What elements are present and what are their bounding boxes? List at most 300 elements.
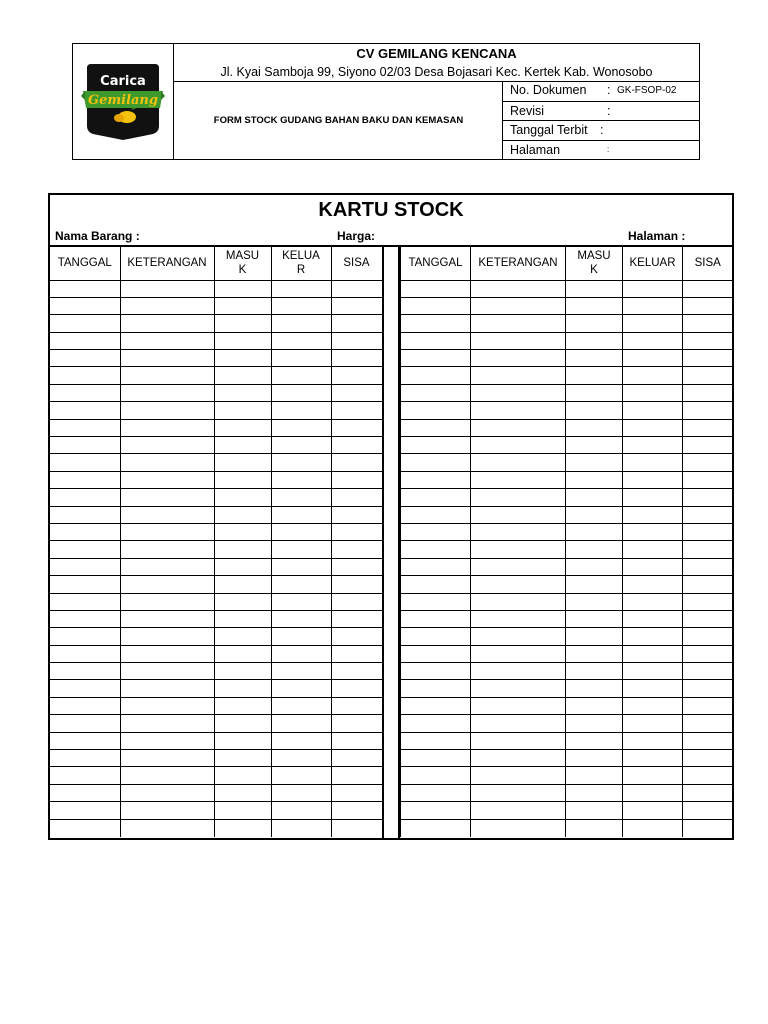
table-cell[interactable] (214, 419, 271, 436)
table-cell[interactable] (50, 750, 120, 767)
table-cell[interactable] (623, 680, 683, 697)
table-cell[interactable] (331, 784, 382, 801)
table-cell[interactable] (471, 802, 566, 819)
table-cell[interactable] (120, 697, 214, 714)
table-cell[interactable] (623, 628, 683, 645)
table-cell[interactable] (683, 628, 733, 645)
table-cell[interactable] (214, 663, 271, 680)
table-cell[interactable] (271, 628, 331, 645)
table-cell[interactable] (120, 784, 214, 801)
table-cell[interactable] (331, 315, 382, 332)
table-cell[interactable] (623, 523, 683, 540)
table-cell[interactable] (471, 784, 566, 801)
table-cell[interactable] (214, 384, 271, 401)
table-cell[interactable] (566, 610, 623, 627)
table-cell[interactable] (50, 402, 120, 419)
table-cell[interactable] (331, 297, 382, 314)
table-cell[interactable] (401, 454, 471, 471)
table-cell[interactable] (683, 558, 733, 575)
table-cell[interactable] (683, 750, 733, 767)
table-cell[interactable] (120, 767, 214, 784)
table-cell[interactable] (401, 715, 471, 732)
table-cell[interactable] (683, 367, 733, 384)
table-cell[interactable] (331, 332, 382, 349)
table-cell[interactable] (271, 297, 331, 314)
table-cell[interactable] (331, 384, 382, 401)
table-cell[interactable] (401, 419, 471, 436)
table-cell[interactable] (120, 558, 214, 575)
table-cell[interactable] (271, 437, 331, 454)
table-cell[interactable] (50, 593, 120, 610)
table-cell[interactable] (471, 576, 566, 593)
table-cell[interactable] (566, 419, 623, 436)
table-cell[interactable] (120, 523, 214, 540)
table-cell[interactable] (120, 645, 214, 662)
table-cell[interactable] (331, 541, 382, 558)
table-cell[interactable] (271, 663, 331, 680)
table-cell[interactable] (214, 489, 271, 506)
table-cell[interactable] (331, 628, 382, 645)
table-cell[interactable] (120, 802, 214, 819)
table-cell[interactable] (401, 280, 471, 297)
table-cell[interactable] (683, 384, 733, 401)
table-cell[interactable] (331, 802, 382, 819)
table-cell[interactable] (331, 489, 382, 506)
table-cell[interactable] (623, 732, 683, 749)
table-cell[interactable] (401, 384, 471, 401)
table-cell[interactable] (331, 732, 382, 749)
table-cell[interactable] (50, 350, 120, 367)
table-cell[interactable] (566, 297, 623, 314)
table-cell[interactable] (50, 558, 120, 575)
table-cell[interactable] (50, 767, 120, 784)
table-cell[interactable] (623, 645, 683, 662)
table-cell[interactable] (214, 767, 271, 784)
table-cell[interactable] (401, 784, 471, 801)
table-cell[interactable] (623, 802, 683, 819)
table-cell[interactable] (471, 367, 566, 384)
table-cell[interactable] (50, 523, 120, 540)
table-cell[interactable] (623, 558, 683, 575)
table-cell[interactable] (623, 350, 683, 367)
table-cell[interactable] (271, 471, 331, 488)
table-cell[interactable] (50, 732, 120, 749)
table-cell[interactable] (471, 454, 566, 471)
table-cell[interactable] (683, 471, 733, 488)
table-cell[interactable] (471, 558, 566, 575)
table-cell[interactable] (566, 523, 623, 540)
table-cell[interactable] (120, 297, 214, 314)
table-cell[interactable] (566, 680, 623, 697)
table-cell[interactable] (683, 523, 733, 540)
table-cell[interactable] (566, 541, 623, 558)
table-cell[interactable] (683, 697, 733, 714)
table-cell[interactable] (401, 402, 471, 419)
table-cell[interactable] (471, 610, 566, 627)
table-cell[interactable] (401, 437, 471, 454)
table-cell[interactable] (50, 663, 120, 680)
table-cell[interactable] (401, 558, 471, 575)
table-cell[interactable] (331, 558, 382, 575)
table-cell[interactable] (471, 280, 566, 297)
table-cell[interactable] (683, 680, 733, 697)
table-cell[interactable] (623, 541, 683, 558)
table-cell[interactable] (331, 593, 382, 610)
table-cell[interactable] (471, 332, 566, 349)
table-cell[interactable] (566, 367, 623, 384)
table-cell[interactable] (401, 628, 471, 645)
table-cell[interactable] (271, 332, 331, 349)
table-cell[interactable] (120, 628, 214, 645)
table-cell[interactable] (401, 541, 471, 558)
table-cell[interactable] (401, 350, 471, 367)
table-cell[interactable] (683, 732, 733, 749)
table-cell[interactable] (214, 506, 271, 523)
table-cell[interactable] (623, 610, 683, 627)
table-cell[interactable] (471, 315, 566, 332)
table-cell[interactable] (271, 350, 331, 367)
table-cell[interactable] (271, 280, 331, 297)
table-cell[interactable] (401, 315, 471, 332)
table-cell[interactable] (214, 576, 271, 593)
table-cell[interactable] (50, 454, 120, 471)
table-cell[interactable] (271, 680, 331, 697)
table-cell[interactable] (566, 819, 623, 836)
table-cell[interactable] (471, 663, 566, 680)
table-cell[interactable] (331, 645, 382, 662)
table-cell[interactable] (401, 697, 471, 714)
table-cell[interactable] (120, 454, 214, 471)
table-cell[interactable] (50, 680, 120, 697)
table-cell[interactable] (566, 315, 623, 332)
table-cell[interactable] (50, 802, 120, 819)
table-cell[interactable] (683, 802, 733, 819)
table-cell[interactable] (214, 819, 271, 836)
table-cell[interactable] (271, 454, 331, 471)
table-cell[interactable] (271, 506, 331, 523)
table-cell[interactable] (471, 471, 566, 488)
table-cell[interactable] (566, 767, 623, 784)
table-cell[interactable] (120, 576, 214, 593)
table-cell[interactable] (471, 402, 566, 419)
table-cell[interactable] (566, 715, 623, 732)
table-cell[interactable] (683, 350, 733, 367)
table-cell[interactable] (50, 297, 120, 314)
table-cell[interactable] (566, 471, 623, 488)
table-cell[interactable] (50, 437, 120, 454)
table-cell[interactable] (401, 767, 471, 784)
table-cell[interactable] (566, 732, 623, 749)
table-cell[interactable] (331, 367, 382, 384)
table-cell[interactable] (401, 506, 471, 523)
table-cell[interactable] (214, 280, 271, 297)
table-cell[interactable] (214, 610, 271, 627)
table-cell[interactable] (271, 489, 331, 506)
table-cell[interactable] (331, 280, 382, 297)
table-cell[interactable] (271, 767, 331, 784)
table-cell[interactable] (401, 732, 471, 749)
table-cell[interactable] (566, 576, 623, 593)
table-cell[interactable] (120, 315, 214, 332)
table-cell[interactable] (50, 280, 120, 297)
table-cell[interactable] (401, 802, 471, 819)
table-cell[interactable] (683, 315, 733, 332)
table-cell[interactable] (683, 541, 733, 558)
table-cell[interactable] (331, 506, 382, 523)
table-cell[interactable] (471, 645, 566, 662)
table-cell[interactable] (214, 802, 271, 819)
table-cell[interactable] (50, 315, 120, 332)
table-cell[interactable] (214, 332, 271, 349)
table-cell[interactable] (566, 558, 623, 575)
table-cell[interactable] (623, 280, 683, 297)
table-cell[interactable] (271, 523, 331, 540)
table-cell[interactable] (623, 367, 683, 384)
table-cell[interactable] (566, 332, 623, 349)
table-cell[interactable] (271, 784, 331, 801)
table-cell[interactable] (683, 437, 733, 454)
table-cell[interactable] (50, 506, 120, 523)
table-cell[interactable] (401, 610, 471, 627)
table-cell[interactable] (271, 402, 331, 419)
table-cell[interactable] (214, 750, 271, 767)
table-cell[interactable] (623, 767, 683, 784)
table-cell[interactable] (331, 750, 382, 767)
table-cell[interactable] (623, 715, 683, 732)
table-cell[interactable] (401, 471, 471, 488)
table-cell[interactable] (683, 506, 733, 523)
table-cell[interactable] (401, 576, 471, 593)
table-cell[interactable] (271, 576, 331, 593)
table-cell[interactable] (214, 558, 271, 575)
table-cell[interactable] (471, 506, 566, 523)
table-cell[interactable] (566, 402, 623, 419)
table-cell[interactable] (214, 593, 271, 610)
table-cell[interactable] (331, 454, 382, 471)
table-cell[interactable] (120, 471, 214, 488)
table-cell[interactable] (623, 454, 683, 471)
table-cell[interactable] (214, 402, 271, 419)
table-cell[interactable] (401, 297, 471, 314)
table-cell[interactable] (331, 576, 382, 593)
table-cell[interactable] (566, 697, 623, 714)
table-cell[interactable] (471, 350, 566, 367)
table-cell[interactable] (566, 280, 623, 297)
table-cell[interactable] (401, 523, 471, 540)
table-cell[interactable] (331, 471, 382, 488)
table-cell[interactable] (683, 819, 733, 836)
table-cell[interactable] (683, 610, 733, 627)
table-cell[interactable] (683, 663, 733, 680)
table-cell[interactable] (331, 610, 382, 627)
table-cell[interactable] (271, 819, 331, 836)
table-cell[interactable] (471, 419, 566, 436)
table-cell[interactable] (623, 384, 683, 401)
table-cell[interactable] (623, 402, 683, 419)
table-cell[interactable] (271, 367, 331, 384)
table-cell[interactable] (271, 419, 331, 436)
table-cell[interactable] (271, 645, 331, 662)
table-cell[interactable] (214, 628, 271, 645)
table-cell[interactable] (214, 297, 271, 314)
table-cell[interactable] (214, 454, 271, 471)
table-cell[interactable] (471, 767, 566, 784)
table-cell[interactable] (566, 593, 623, 610)
table-cell[interactable] (471, 437, 566, 454)
table-cell[interactable] (50, 697, 120, 714)
table-cell[interactable] (214, 680, 271, 697)
table-cell[interactable] (683, 419, 733, 436)
table-cell[interactable] (683, 576, 733, 593)
table-cell[interactable] (331, 663, 382, 680)
table-cell[interactable] (120, 593, 214, 610)
table-cell[interactable] (683, 767, 733, 784)
table-cell[interactable] (331, 680, 382, 697)
table-cell[interactable] (683, 784, 733, 801)
table-cell[interactable] (50, 610, 120, 627)
table-cell[interactable] (214, 645, 271, 662)
table-cell[interactable] (623, 419, 683, 436)
table-cell[interactable] (50, 819, 120, 836)
table-cell[interactable] (331, 402, 382, 419)
table-cell[interactable] (50, 367, 120, 384)
table-cell[interactable] (683, 645, 733, 662)
table-cell[interactable] (683, 280, 733, 297)
table-cell[interactable] (214, 697, 271, 714)
table-cell[interactable] (50, 645, 120, 662)
table-cell[interactable] (471, 384, 566, 401)
table-cell[interactable] (566, 645, 623, 662)
table-cell[interactable] (214, 715, 271, 732)
table-cell[interactable] (623, 593, 683, 610)
table-cell[interactable] (214, 732, 271, 749)
table-cell[interactable] (566, 750, 623, 767)
table-cell[interactable] (401, 680, 471, 697)
table-cell[interactable] (120, 732, 214, 749)
table-cell[interactable] (471, 297, 566, 314)
table-cell[interactable] (214, 784, 271, 801)
table-cell[interactable] (683, 593, 733, 610)
table-cell[interactable] (120, 332, 214, 349)
table-cell[interactable] (471, 697, 566, 714)
table-cell[interactable] (120, 715, 214, 732)
table-cell[interactable] (683, 402, 733, 419)
table-cell[interactable] (50, 384, 120, 401)
table-cell[interactable] (623, 297, 683, 314)
table-cell[interactable] (50, 715, 120, 732)
table-cell[interactable] (401, 750, 471, 767)
table-cell[interactable] (471, 489, 566, 506)
table-cell[interactable] (331, 819, 382, 836)
table-cell[interactable] (271, 750, 331, 767)
table-cell[interactable] (214, 471, 271, 488)
table-cell[interactable] (50, 576, 120, 593)
table-cell[interactable] (120, 350, 214, 367)
table-cell[interactable] (566, 802, 623, 819)
table-cell[interactable] (623, 332, 683, 349)
table-cell[interactable] (623, 663, 683, 680)
table-cell[interactable] (50, 332, 120, 349)
table-cell[interactable] (271, 558, 331, 575)
table-cell[interactable] (566, 489, 623, 506)
table-cell[interactable] (50, 784, 120, 801)
table-cell[interactable] (683, 715, 733, 732)
table-cell[interactable] (623, 576, 683, 593)
table-cell[interactable] (331, 350, 382, 367)
table-cell[interactable] (471, 750, 566, 767)
table-cell[interactable] (120, 680, 214, 697)
table-cell[interactable] (623, 750, 683, 767)
table-cell[interactable] (214, 367, 271, 384)
table-cell[interactable] (331, 419, 382, 436)
table-cell[interactable] (120, 506, 214, 523)
table-cell[interactable] (331, 523, 382, 540)
table-cell[interactable] (401, 367, 471, 384)
table-cell[interactable] (623, 489, 683, 506)
table-cell[interactable] (471, 523, 566, 540)
table-cell[interactable] (331, 697, 382, 714)
table-cell[interactable] (331, 767, 382, 784)
table-cell[interactable] (120, 750, 214, 767)
table-cell[interactable] (120, 663, 214, 680)
table-cell[interactable] (120, 367, 214, 384)
table-cell[interactable] (401, 489, 471, 506)
table-cell[interactable] (50, 419, 120, 436)
table-cell[interactable] (623, 437, 683, 454)
table-cell[interactable] (471, 628, 566, 645)
table-cell[interactable] (120, 280, 214, 297)
table-cell[interactable] (683, 332, 733, 349)
table-cell[interactable] (120, 541, 214, 558)
table-cell[interactable] (566, 628, 623, 645)
table-cell[interactable] (623, 784, 683, 801)
table-cell[interactable] (50, 489, 120, 506)
table-cell[interactable] (623, 819, 683, 836)
table-cell[interactable] (401, 645, 471, 662)
table-cell[interactable] (471, 715, 566, 732)
table-cell[interactable] (401, 663, 471, 680)
table-cell[interactable] (271, 610, 331, 627)
table-cell[interactable] (271, 715, 331, 732)
table-cell[interactable] (566, 506, 623, 523)
table-cell[interactable] (566, 663, 623, 680)
table-cell[interactable] (214, 350, 271, 367)
table-cell[interactable] (683, 297, 733, 314)
table-cell[interactable] (401, 819, 471, 836)
table-cell[interactable] (120, 419, 214, 436)
table-cell[interactable] (683, 489, 733, 506)
table-cell[interactable] (331, 715, 382, 732)
table-cell[interactable] (271, 384, 331, 401)
table-cell[interactable] (271, 541, 331, 558)
table-cell[interactable] (50, 628, 120, 645)
table-cell[interactable] (120, 610, 214, 627)
table-cell[interactable] (401, 593, 471, 610)
table-cell[interactable] (214, 437, 271, 454)
table-cell[interactable] (120, 402, 214, 419)
table-cell[interactable] (50, 541, 120, 558)
table-cell[interactable] (623, 315, 683, 332)
table-cell[interactable] (120, 489, 214, 506)
table-cell[interactable] (271, 732, 331, 749)
table-cell[interactable] (120, 819, 214, 836)
table-cell[interactable] (566, 384, 623, 401)
table-cell[interactable] (566, 437, 623, 454)
table-cell[interactable] (566, 784, 623, 801)
table-cell[interactable] (471, 819, 566, 836)
table-cell[interactable] (214, 523, 271, 540)
table-cell[interactable] (50, 471, 120, 488)
